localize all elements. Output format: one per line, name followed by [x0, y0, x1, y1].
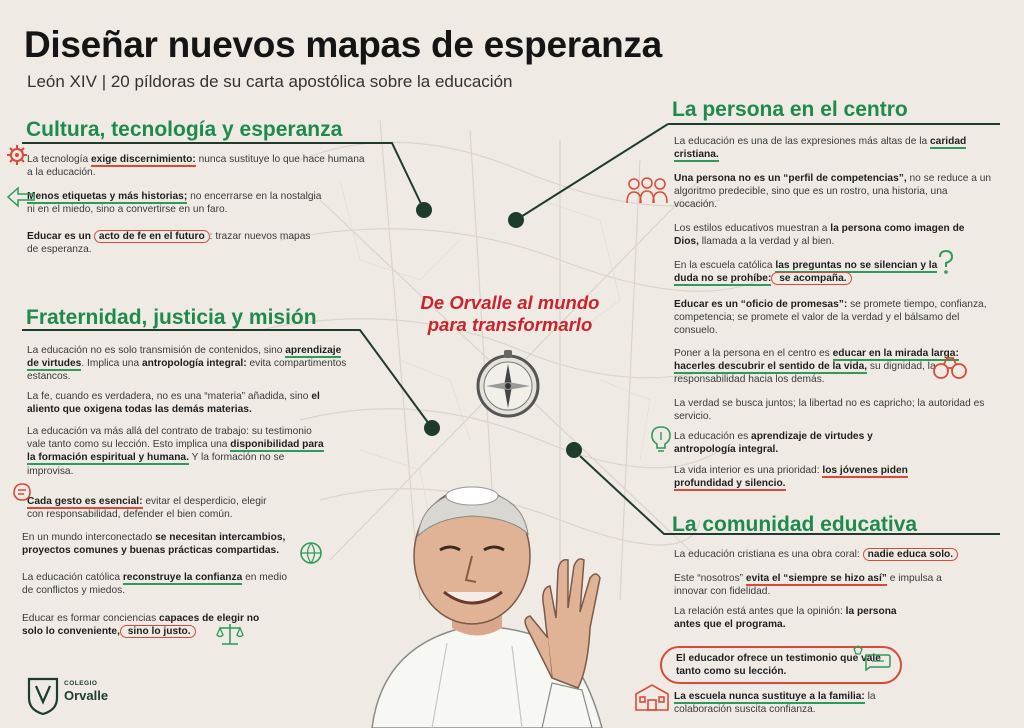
- fraternidad-p1: La educación no es solo transmisión de contenidos, sino aprendizaje de virtudes. Implica una antropología integral: evita compartimentos estancos.: [27, 345, 347, 383]
- persona-p1: La educación es una de las expresiones más altas de la caridad cristiana.: [674, 136, 967, 161]
- persona-p9: La vida interior es una prioridad: los jóvenes piden profundidad y silencio.: [674, 465, 908, 490]
- comunidad-p3: La relación está antes que la opinión: la persona antes que el programa.: [674, 606, 897, 631]
- comunidad-p2: Este “nosotros” evita el “siempre se hizo así” e impulsa a innovar con fidelidad.: [674, 573, 942, 598]
- section-title-fraternidad: Fraternidad, justicia y misión: [26, 306, 317, 329]
- persona-p6: Poner a la persona en el centro es educar en la mirada larga: hacerles descubrir el sentido de la vida, su dignidad, la responsabilidad hacia los demás.: [674, 348, 959, 386]
- pope-portrait-illustration: [352, 478, 622, 728]
- fraternidad-p2: La fe, cuando es verdadera, no es una “materia” añadida, sino el aliento que oxigena todas las demás materias.: [27, 391, 320, 416]
- dot-cultura: [416, 202, 432, 218]
- subtitle-text: 20 píldoras de su carta apostólica sobre la educación: [110, 72, 513, 91]
- persona-p8: La educación es aprendizaje de virtudes y antropología integral.: [674, 431, 873, 456]
- comunidad-p4: El educador ofrece un testimonio que vale tanto como su lección.: [660, 646, 902, 684]
- binoculars-icon: [932, 356, 968, 380]
- globe-icon: [298, 540, 324, 566]
- scale-icon: [216, 622, 244, 646]
- dot-comunidad: [566, 442, 582, 458]
- school-icon: [634, 682, 670, 712]
- center-slogan: De Orvalle al mundo para transformarlo: [420, 292, 600, 335]
- comunidad-p1: La educación cristiana es una obra coral: nadie educa solo.: [674, 548, 1004, 561]
- fraternidad-p6: La educación católica reconstruye la confianza en medio de conflictos y miedos.: [22, 572, 288, 597]
- persona-p5: Educar es un “oficio de promesas”: se promete tiempo, confianza, competencia; se promete el valor de la verdad y el bálsamo del consuelo.: [674, 299, 987, 337]
- separator: |: [101, 72, 107, 91]
- cultura-p2: Menos etiquetas y más historias; no encerrarse en la nostalgia ni en el miedo, sino a convertirse en un faro.: [27, 191, 322, 216]
- cultura-p3: Educar es un acto de fe en el futuro : trazar nuevos mapas de esperanza.: [27, 231, 311, 256]
- lightbulb-icon: [648, 424, 674, 454]
- author-name: León XIV: [27, 72, 97, 91]
- page-title: Diseñar nuevos mapas de esperanza: [24, 24, 662, 65]
- fraternidad-p5: En un mundo interconectado se necesitan intercambios, proyectos comunes y buenas prácticas compartidas.: [22, 532, 286, 557]
- cultura-p1: La tecnología exige discernimiento: nunca sustituye lo que hace humana a la educación.: [27, 154, 365, 179]
- gear-icon: [6, 144, 28, 166]
- fraternidad-p3: La educación va más allá del contrato de trabajo: su testimonio vale tanto como su lección. Esto implica una disponibilidad para la formación espiritual y humana. Y la formación no se improvisa.: [27, 426, 324, 477]
- logo-label-small: COLEGIO: [64, 680, 98, 687]
- dot-persona: [508, 212, 524, 228]
- persona-p7: La verdad se busca juntos; la libertad no es capricho; la autoridad es servicio.: [674, 398, 985, 423]
- section-title-persona: La persona en el centro: [672, 98, 908, 121]
- persona-p3: Los estilos educativos muestran a la persona como imagen de Dios, llamada a la verdad y al bien.: [674, 223, 965, 248]
- question-icon: [934, 248, 958, 276]
- arrow-left-icon: [6, 186, 36, 208]
- comunidad-p5: La escuela nunca sustituye a la familia: la colaboración suscita confianza.: [674, 691, 876, 716]
- section-title-cultura: Cultura, tecnología y esperanza: [26, 118, 343, 141]
- logo-label-big: Orvalle: [64, 688, 109, 703]
- dot-fraternidad: [424, 420, 440, 436]
- gesture-icon: [10, 480, 34, 502]
- school-logo-icon: [26, 676, 60, 716]
- compass-icon: [470, 348, 546, 424]
- section-title-comunidad: La comunidad educativa: [672, 513, 918, 536]
- persona-p2: Una persona no es un “perfil de competencias”, no se reduce a un algoritmo predecible, sino que es un rostro, una historia, una vocación.: [674, 173, 992, 211]
- fraternidad-p4: Cada gesto es esencial: evitar el desperdicio, elegir con responsabilidad, defender el bien común.: [27, 496, 267, 521]
- fraternidad-p7: Educar es formar conciencias capaces de elegir no solo lo conveniente, sino lo justo.: [22, 613, 260, 638]
- people-icon: [624, 175, 670, 205]
- chat-bubbles-icon: [852, 645, 892, 671]
- persona-p4: En la escuela católica las preguntas no se silencian y la duda no se prohíbe: se acompaña.: [674, 260, 938, 285]
